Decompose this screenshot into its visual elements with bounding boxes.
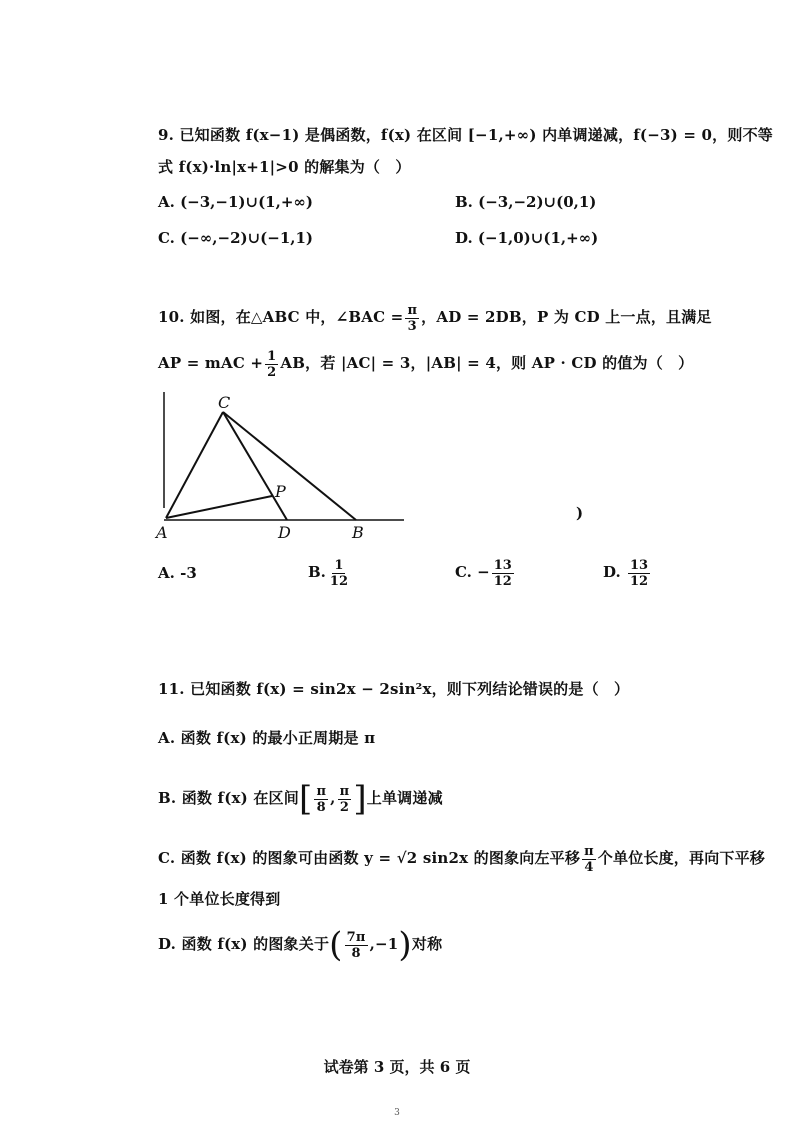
q11-option-c-line2: 1 个单位长度得到 xyxy=(158,890,281,908)
q10-option-b xyxy=(308,552,352,592)
q11-left-bracket: [ xyxy=(298,779,313,819)
q11-option-a: A. 函数 f(x) 的最小正周期是 π xyxy=(158,729,376,747)
q11-b-frac2 xyxy=(338,784,352,815)
q11-d-tail: ,−1 xyxy=(369,935,399,953)
q10-option-b-num: 1 xyxy=(334,557,344,573)
q10-option-d-num: 13 xyxy=(629,557,649,573)
q11-b-frac1 xyxy=(314,784,328,815)
q10-option-b-label: B. xyxy=(308,563,326,581)
q11-option-b-post: 上单调递减 xyxy=(366,789,443,807)
q11-c-num: π xyxy=(584,843,594,859)
q11-b-frac2-num: π xyxy=(339,783,350,799)
q11-option-b: B. 函数 f(x) 在区间[ $\frac{\pi}{8}$ , $\frac{\pi}{2}$ ]上单调递减 xyxy=(158,779,443,819)
q10-option-d xyxy=(603,552,652,592)
label-p: P xyxy=(275,482,286,501)
q10-line1 xyxy=(158,300,712,334)
q11-d-fraction xyxy=(345,930,368,961)
q10-half-fraction xyxy=(265,349,278,380)
q11-right-paren: ) xyxy=(398,925,412,965)
q11-option-c xyxy=(158,838,765,878)
q10-option-c-den: 12 xyxy=(493,573,512,589)
q11-option-d-pre: D. 函数 f(x) 的图象关于 xyxy=(158,935,330,953)
q11-option-c-pre: C. 函数 f(x) 的图象可由函数 y = √2 sin2x 的图象向左平移 xyxy=(158,849,581,867)
q10-triangle-figure xyxy=(150,380,420,545)
q10-option-a xyxy=(158,562,197,584)
q10-half-num: 1 xyxy=(267,348,277,364)
label-a: A xyxy=(156,523,168,542)
label-b: B xyxy=(352,523,364,542)
q10-option-a-value: -3 xyxy=(180,564,197,582)
q10-line1-post: ，AD = 2DB，P 为 CD 上一点，且满足 xyxy=(421,308,712,326)
q10-option-c-fraction xyxy=(492,558,514,589)
q11-b-frac1-den: 8 xyxy=(316,799,326,815)
q11-option-d-post: 对称 xyxy=(411,935,443,953)
q10-angle-num: π xyxy=(407,302,418,318)
q11-line1: 11. 已知函数 f(x) = sin2x − 2sin²x，则下列结论错误的是（ ） xyxy=(158,680,630,698)
q11-option-c-post: 个单位长度，再向下平移 xyxy=(597,849,765,867)
q10-line1-pre: 10. 如图，在△ABC 中，∠BAC = xyxy=(158,308,404,326)
q9-line2: 式 f(x)·ln|x+1|>0 的解集为（ ） xyxy=(158,158,411,176)
q10-line2-pre: AP = mAC + xyxy=(158,354,264,372)
q10-option-b-fraction xyxy=(328,558,350,589)
q11-d-num: 7π xyxy=(346,929,366,945)
q11-option-b-pre: B. 函数 f(x) 在区间 xyxy=(158,789,299,807)
q9-line1: 9. 已知函数 f(x−1) 是偶函数，f(x) 在区间 [−1,+∞) 内单调递减，f(−3) = 0，则不等 xyxy=(158,126,773,144)
label-d: D xyxy=(278,523,291,542)
side-ac xyxy=(166,412,223,518)
segment-ap xyxy=(166,496,272,518)
page-footer: 试卷第 3 页，共 6 页 xyxy=(323,1058,471,1076)
q10-option-c-num: 13 xyxy=(493,557,512,573)
q10-option-d-label: D. xyxy=(603,563,621,581)
page-number: 3 xyxy=(394,1108,400,1118)
label-c: C xyxy=(218,393,231,412)
q11-left-paren: ( xyxy=(329,925,343,965)
side-cb xyxy=(223,412,356,520)
q10-option-c-label: C. xyxy=(455,563,472,581)
q11-right-bracket: ] xyxy=(353,779,367,819)
q9-option-c: C. (−∞,−2)∪(−1,1) xyxy=(158,229,314,247)
q11-b-frac1-num: π xyxy=(316,783,327,799)
q10-angle-fraction xyxy=(405,303,419,334)
q10-option-d-den: 12 xyxy=(629,573,649,589)
q10-line2-post: AB，若 |AC| = 3，|AB| = 4，则 AP · CD 的值为（ ） xyxy=(280,354,694,372)
q11-c-fraction xyxy=(582,844,596,875)
q11-c-den: 4 xyxy=(584,859,594,875)
q9-option-b: B. (−3,−2)∪(0,1) xyxy=(455,193,597,211)
q9-option-a: A. (−3,−1)∪(1,+∞) xyxy=(158,193,313,211)
q9-option-d: D. (−1,0)∪(1,+∞) xyxy=(455,229,599,247)
q10-option-c-sign: − xyxy=(477,563,490,581)
q10-half-den: 2 xyxy=(267,364,277,380)
q10-option-c xyxy=(455,552,516,592)
q10-option-a-label: A. xyxy=(158,564,175,582)
q11-b-frac2-den: 2 xyxy=(339,799,350,815)
q11-d-den: 8 xyxy=(351,945,361,961)
q10-option-d-fraction xyxy=(628,558,650,589)
q10-angle-den: 3 xyxy=(407,318,417,334)
q10-stray-paren: ) xyxy=(576,504,584,522)
q11-option-d xyxy=(158,924,442,964)
q10-option-b-den: 12 xyxy=(329,573,348,589)
q10-line2 xyxy=(158,346,693,380)
